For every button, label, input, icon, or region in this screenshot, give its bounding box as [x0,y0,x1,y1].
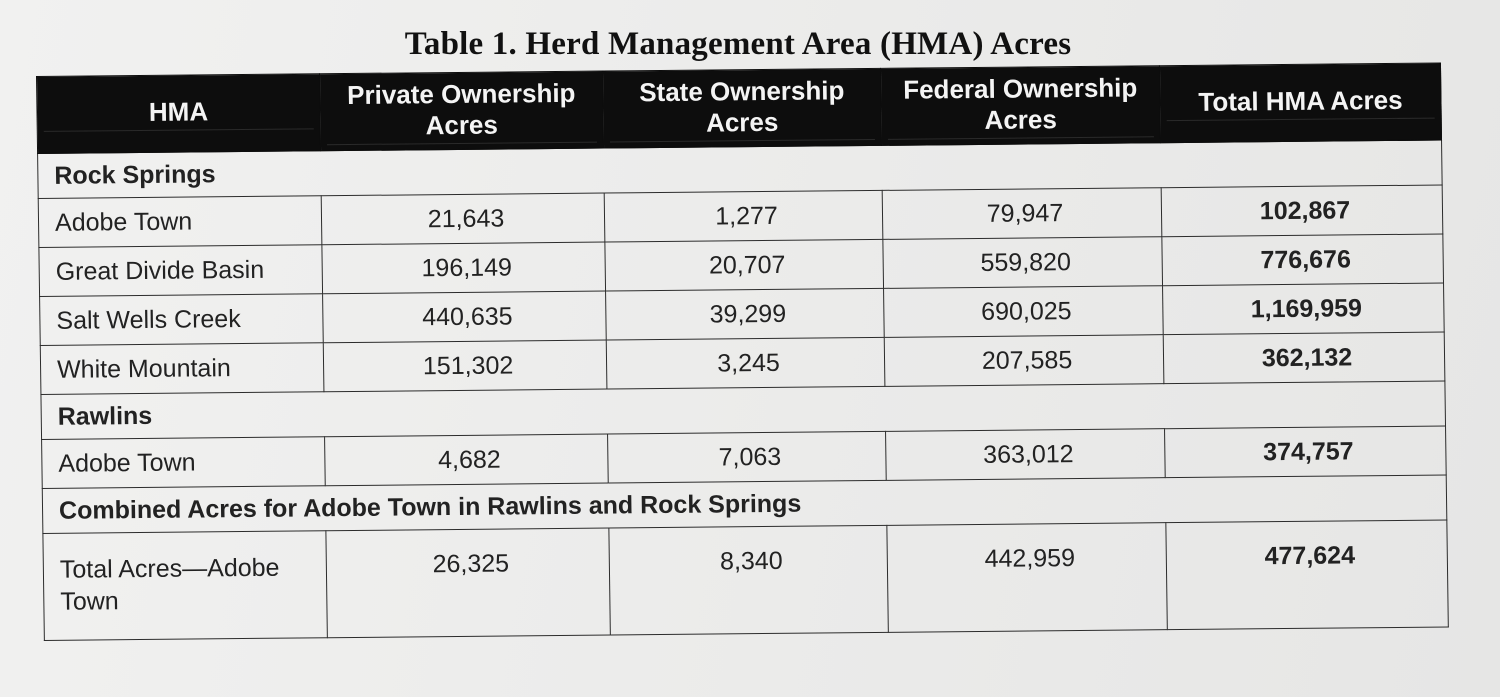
group-label: Rawlins [41,381,1446,439]
private-acres: 196,149 [322,242,606,294]
private-acres: 21,643 [321,193,605,245]
hma-name: Adobe Town [38,196,322,248]
hma-name: Adobe Town [42,437,326,489]
total-acres: 477,624 [1166,520,1448,630]
hma-acres-table [36,63,1449,641]
federal-acres: 442,959 [887,523,1167,633]
total-acres: 102,867 [1161,185,1443,237]
private-acres: 440,635 [323,291,607,343]
private-acres: 4,682 [325,434,609,486]
table-container [36,63,1448,641]
total-acres: 362,132 [1163,332,1445,384]
hma-name: Salt Wells Creek [40,294,324,346]
hma-name: White Mountain [40,343,324,395]
state-acres: 3,245 [606,337,885,389]
hma-name: Total Acres—Adobe Town [43,531,327,641]
state-acres: 39,299 [606,288,885,340]
group-label: Rock Springs [38,140,1443,198]
header-total-hma-acres: Total HMA Acres [1159,63,1441,143]
federal-acres: 207,585 [884,335,1164,387]
table-row [43,520,1448,640]
state-acres: 7,063 [608,431,887,483]
federal-acres: 79,947 [882,188,1162,240]
state-acres: 8,340 [609,525,888,635]
federal-acres: 559,820 [883,237,1163,289]
total-acres: 374,757 [1165,426,1447,478]
federal-acres: 690,025 [884,286,1164,338]
header-state-ownership: State Ownership Acres [602,68,881,148]
header-federal-ownership: Federal Ownership Acres [880,66,1160,146]
state-acres: 1,277 [604,190,883,242]
state-acres: 20,707 [605,239,884,291]
header-row [37,63,1442,153]
header-private-ownership: Private Ownership Acres [319,71,603,151]
hma-name: Great Divide Basin [39,245,323,297]
federal-acres: 363,012 [886,429,1166,481]
total-acres: 776,676 [1162,234,1444,286]
table-title: Table 1. Herd Management Area (HMA) Acres [404,26,1072,62]
header-hma: HMA [37,74,321,154]
total-acres: 1,169,959 [1163,283,1445,335]
group-label: Combined Acres for Adobe Town in Rawlins and Rock Springs [42,475,1447,533]
private-acres: 26,325 [326,528,610,638]
private-acres: 151,302 [323,340,607,392]
